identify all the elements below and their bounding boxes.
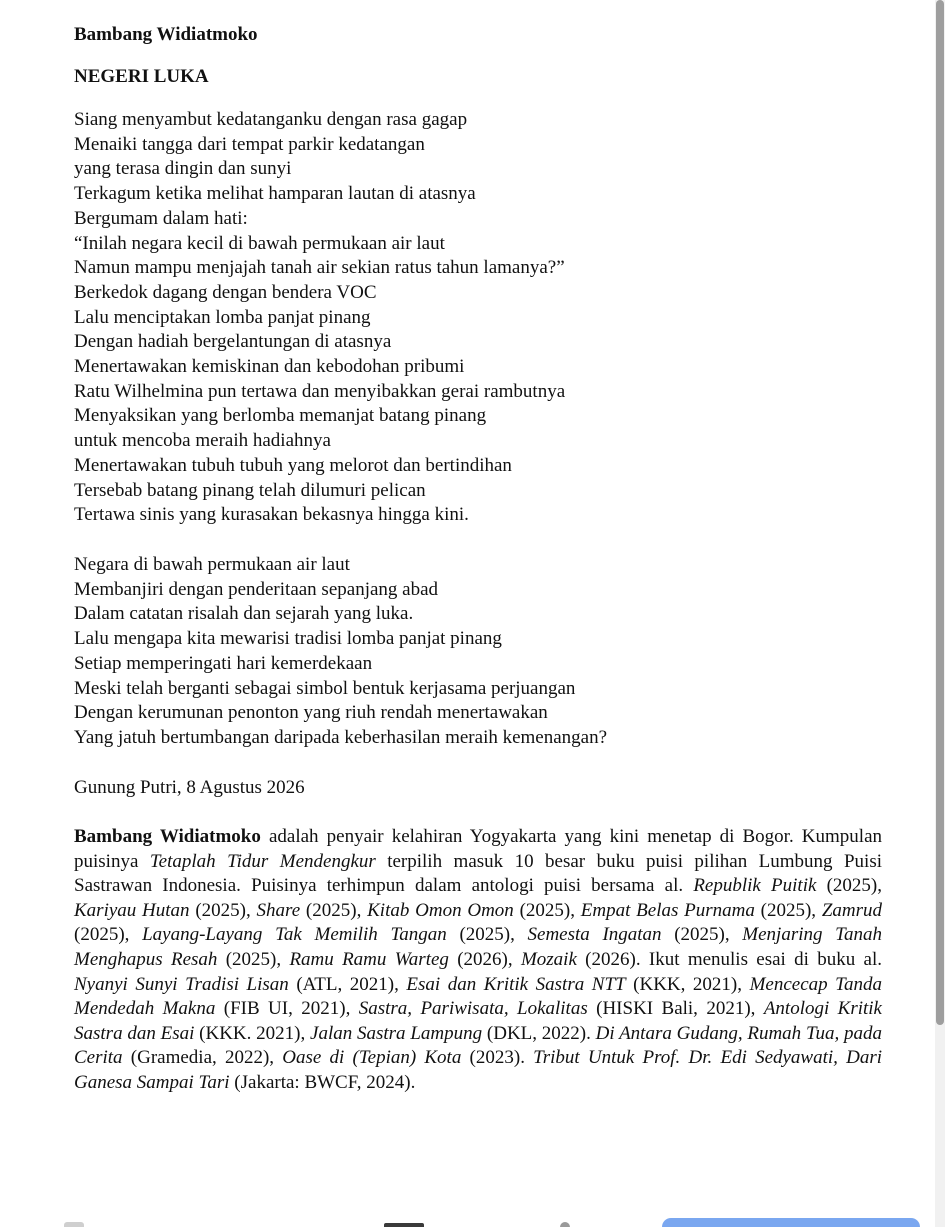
bio-text: (Jakarta: BWCF, 2024). bbox=[229, 1071, 416, 1093]
bio-text: (2025), bbox=[754, 899, 822, 921]
poem-title: NEGERI LUKA bbox=[74, 66, 209, 87]
book-title: Nyanyi Sunyi Tradisi Lisan bbox=[74, 973, 289, 995]
book-title: Menjaring Tanah Menghapus Resah bbox=[74, 924, 882, 970]
book-title: Republik Puitik bbox=[693, 875, 817, 897]
scrollbar-thumb[interactable] bbox=[936, 0, 944, 1025]
bio-text: (2026), bbox=[448, 948, 521, 970]
poem-line: Menaiki tangga dari tempat parkir kedatangan bbox=[74, 133, 425, 155]
poem-line: Setiap memperingati hari kemerdekaan bbox=[74, 652, 373, 674]
poem-line: “Inilah negara kecil di bawah permukaan air laut bbox=[74, 232, 445, 254]
author-biography bbox=[74, 825, 882, 1096]
poem-line: Yang jatuh bertumbangan daripada keberhasilan meraih kemenangan? bbox=[74, 726, 608, 748]
book-title: Mozaik bbox=[520, 948, 577, 970]
book-title: Oase di (Tepian) Kota bbox=[282, 1047, 462, 1069]
poem-line: Dengan kerumunan penonton yang riuh rendah menertawakan bbox=[74, 702, 548, 724]
bio-text: (HISKI Bali, 2021), bbox=[587, 998, 764, 1020]
book-title: Di Antara Gudang, Rumah Tua, pada Cerita bbox=[74, 1022, 882, 1069]
book-title: Sastra, Pariwisata, Lokalitas bbox=[358, 998, 588, 1020]
bio-text: (2023). bbox=[461, 1047, 534, 1069]
book-title: Antologi Kritik Sastra dan Esai bbox=[74, 998, 882, 1044]
poem-author: Bambang Widiatmoko bbox=[74, 24, 258, 45]
bio-text: (2025), bbox=[189, 899, 257, 921]
poem-line: Lalu mengapa kita mewarisi tradisi lomba panjat pinang bbox=[74, 628, 502, 650]
bio-text: (2025), bbox=[74, 924, 143, 946]
poem-line: Menertawakan kemiskinan dan kebodohan pribumi bbox=[74, 356, 465, 378]
book-title: Tetaplah Tidur Mendengkur bbox=[149, 850, 376, 872]
book-title: Kariyau Hutan bbox=[74, 899, 190, 921]
book-title: Ramu Ramu Warteg bbox=[289, 948, 449, 970]
toolbar-center-icon[interactable] bbox=[384, 1223, 424, 1227]
bio-text: (ATL, 2021), bbox=[288, 973, 407, 995]
poem-line: yang terasa dingin dan sunyi bbox=[74, 158, 292, 180]
bio-text: (2025), bbox=[816, 875, 882, 897]
stanza-1 bbox=[74, 108, 565, 528]
poem-line: Terkagum ketika melihat hamparan lautan di atasnya bbox=[74, 183, 476, 205]
book-title: Share bbox=[256, 899, 301, 921]
poem-line: Tertawa sinis yang kurasakan bekasnya hingga kini. bbox=[74, 504, 469, 526]
poem-line: Ratu Wilhelmina pun tertawa dan menyibakkan gerai rambutnya bbox=[74, 380, 566, 402]
poem-line: Tersebab batang pinang telah dilumuri pelican bbox=[74, 479, 426, 501]
bio-text: adalah penyair kelahiran Yogyakarta yang kini menetap di Bogor. Kumpulan puisinya bbox=[74, 826, 883, 872]
vertical-scrollbar[interactable] bbox=[935, 0, 945, 1227]
poem-line: Dengan hadiah bergelantungan di atasnya bbox=[74, 331, 392, 353]
book-title: Layang-Layang Tak Memilih Tangan bbox=[142, 924, 447, 946]
bio-text: terpilih masuk 10 besar buku puisi pilihan Lumbung Puisi Sastrawan Indonesia. Puisinya terhimpun dalam antologi puisi bersama al. bbox=[74, 850, 882, 897]
book-title: Tribut Untuk Prof. Dr. Edi Sedyawati, Dari Ganesa Sampai Tari bbox=[74, 1047, 883, 1093]
bio-text: (2025), bbox=[513, 899, 581, 921]
bio-text: (DKL, 2022). bbox=[482, 1022, 596, 1044]
book-title: Mencecap Tanda Mendedah Makna bbox=[74, 973, 882, 1020]
toolbar-left-icon[interactable] bbox=[64, 1222, 84, 1227]
poem-line: Bergumam dalam hati: bbox=[74, 207, 248, 229]
bio-text: (Gramedia, 2022), bbox=[122, 1047, 283, 1069]
poem-line: Lalu menciptakan lomba panjat pinang bbox=[74, 306, 371, 328]
poem-line: Negara di bawah permukaan air laut bbox=[74, 554, 350, 575]
book-title: Esai dan Kritik Sastra NTT bbox=[406, 973, 626, 995]
bio-author-name: Bambang Widiatmoko bbox=[74, 826, 261, 847]
bottom-toolbar bbox=[0, 1212, 935, 1227]
place-and-date: Gunung Putri, 8 Agustus 2026 bbox=[74, 777, 305, 798]
bio-text: (KKK. 2021), bbox=[194, 1022, 311, 1044]
toolbar-action-button[interactable] bbox=[662, 1218, 920, 1227]
bio-text: (FIB UI, 2021), bbox=[215, 998, 359, 1020]
poem-line: Berkedok dagang dengan bendera VOC bbox=[74, 281, 377, 303]
toolbar-dot-icon[interactable] bbox=[560, 1222, 570, 1227]
book-title: Semesta Ingatan bbox=[527, 924, 662, 946]
poem-line: Namun mampu menjajah tanah air sekian ratus tahun lamanya?” bbox=[74, 257, 565, 279]
bio-text: (2025), bbox=[300, 899, 368, 921]
bio-text: (2026). Ikut menulis esai di buku al. bbox=[576, 948, 883, 970]
poem-line: Dalam catatan risalah dan sejarah yang luka. bbox=[74, 603, 414, 625]
book-title: Jalan Sastra Lampung bbox=[310, 1022, 483, 1044]
poem-line: untuk mencoba meraih hadiahnya bbox=[74, 430, 331, 452]
bio-text: (KKK, 2021), bbox=[625, 973, 750, 995]
poem-line: Meski telah berganti sebagai simbol bentuk kerjasama perjuangan bbox=[74, 677, 576, 699]
book-title: Kitab Omon Omon bbox=[367, 899, 514, 921]
bio-text: (2025), bbox=[446, 924, 528, 946]
poem-line: Menyaksikan yang berlomba memanjat batang pinang bbox=[74, 405, 487, 427]
poem-line: Siang menyambut kedatanganku dengan rasa gagap bbox=[74, 109, 468, 130]
book-title: Zamrud bbox=[821, 899, 883, 921]
poem-line: Menertawakan tubuh tubuh yang melorot dan bertindihan bbox=[74, 454, 512, 476]
stanza-2 bbox=[74, 553, 607, 751]
book-title: Empat Belas Purnama bbox=[580, 899, 755, 921]
poem-line: Membanjiri dengan penderitaan sepanjang abad bbox=[74, 578, 439, 600]
bio-text: (2025), bbox=[661, 924, 743, 946]
bio-text: (2025), bbox=[217, 948, 290, 970]
